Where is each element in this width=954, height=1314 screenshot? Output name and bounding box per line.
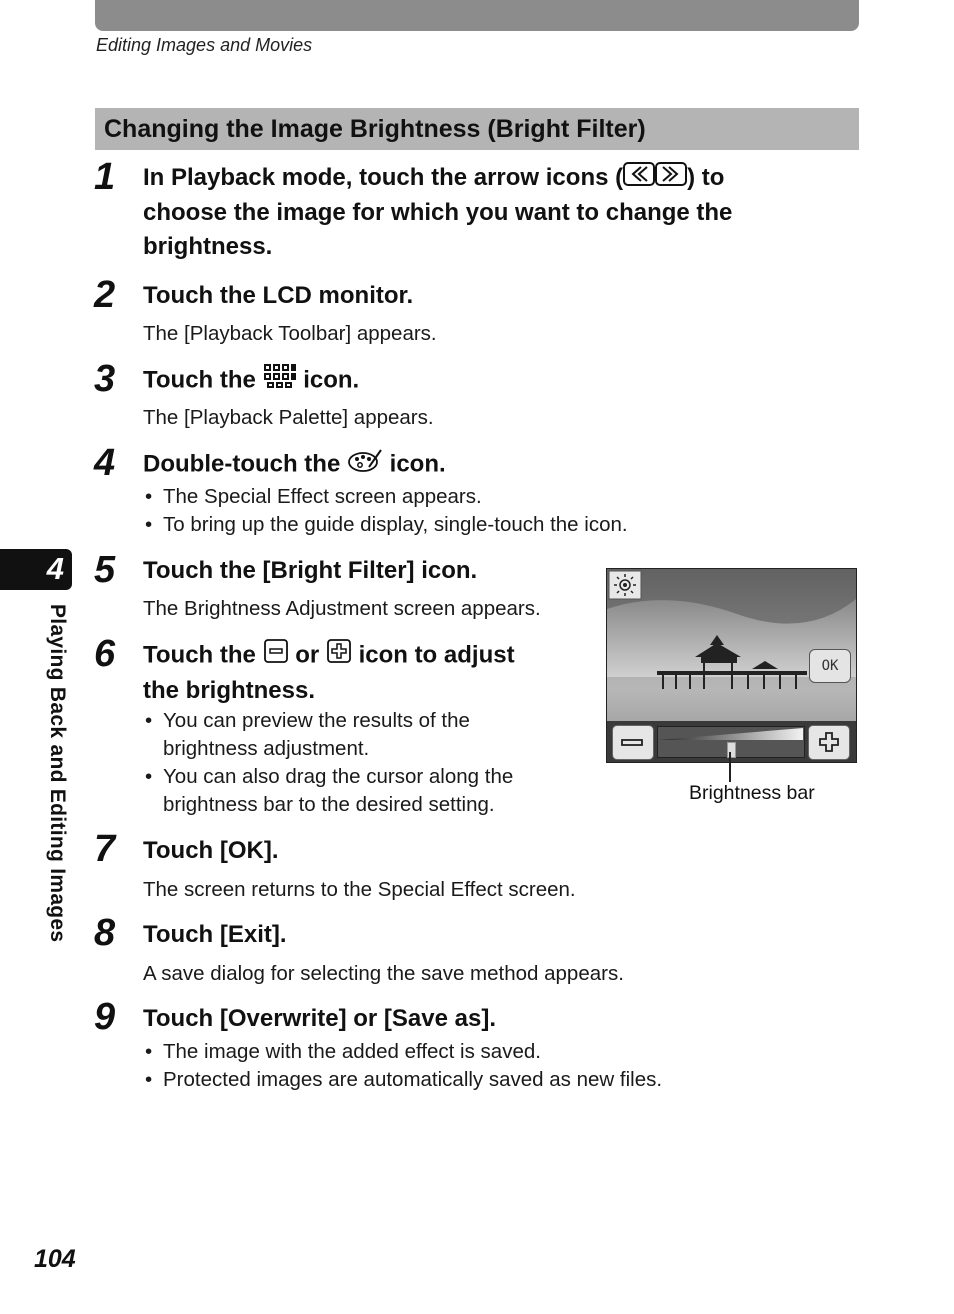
step-3-title-post: icon.	[303, 366, 360, 394]
plus-button-icon	[809, 726, 849, 759]
step-5-number: 5	[94, 549, 116, 591]
step-7-text: The screen returns to the Special Effect screen.	[143, 878, 576, 901]
chapter-tab	[0, 549, 72, 590]
chapter-number: 4	[46, 551, 64, 586]
step-6-bullet-1-line1: You can preview the results of the	[163, 709, 470, 732]
step-3-title-pre: Touch the	[143, 366, 256, 394]
top-bar	[95, 0, 859, 31]
step-6-bullet-2	[145, 763, 513, 819]
step-1-number: 1	[94, 156, 116, 198]
palette-mode-icon	[263, 363, 297, 399]
brightness-bar[interactable]	[657, 726, 805, 758]
step-1-line1a: In Playback mode, touch the arrow icons (	[143, 164, 624, 191]
step-9-bullet-1: • The image with the added effect is saved.	[145, 1038, 541, 1066]
left-arrow-icon	[623, 162, 655, 196]
section-title-text: Changing the Image Brightness (Bright Filter)	[104, 115, 646, 143]
step-7-number: 7	[94, 828, 116, 870]
step-1-line1b: ) to	[687, 164, 725, 191]
step-8-number: 8	[94, 912, 116, 954]
step-8-title: Touch [Exit].	[143, 921, 287, 948]
step-5-title: Touch the [Bright Filter] icon.	[143, 557, 478, 584]
step-6-bullet-1-line2: brightness adjustment.	[163, 737, 370, 760]
ok-button-label: OK	[821, 658, 839, 674]
step-5-text: The Brightness Adjustment screen appears.	[143, 597, 541, 620]
running-header: Editing Images and Movies	[96, 35, 313, 55]
section-title	[95, 108, 859, 150]
step-2-number: 2	[94, 274, 116, 316]
step-2-title: Touch the LCD monitor.	[143, 282, 414, 309]
step-4-title	[143, 447, 446, 483]
step-3-number: 3	[94, 358, 116, 400]
step-9-bullet-2: • Protected images are automatically saved as new files.	[145, 1066, 662, 1094]
step-8-text: A save dialog for selecting the save method appears.	[143, 962, 624, 985]
minus-button[interactable]	[612, 725, 654, 760]
step-1-title	[143, 161, 732, 264]
step-6-bullet-1	[145, 707, 470, 763]
bright-filter-icon	[609, 571, 641, 599]
step-2-text: The [Playback Toolbar] appears.	[143, 322, 437, 345]
brightness-bar-caption: Brightness bar	[689, 782, 815, 804]
minus-icon	[263, 638, 289, 674]
special-effect-icon	[347, 447, 383, 483]
ok-button[interactable]	[809, 649, 851, 683]
step-4-number: 4	[94, 442, 116, 484]
step-6-bullet-2-line2: brightness bar to the desired setting.	[163, 793, 495, 816]
step-7-title: Touch [OK].	[143, 837, 279, 864]
plus-button[interactable]	[808, 725, 850, 760]
step-3-title	[143, 363, 359, 399]
step-6-bullet-2-line1: You can also drag the cursor along the	[163, 765, 514, 788]
brightness-gradient	[659, 728, 803, 740]
minus-button-icon	[613, 726, 653, 759]
step-6-title-post: icon to adjust	[358, 641, 515, 669]
right-arrow-icon	[655, 162, 687, 196]
step-6-title-pre: Touch the	[143, 641, 256, 669]
step-9-number: 9	[94, 996, 116, 1038]
step-6-title-mid: or	[295, 641, 320, 669]
step-1-line3: brightness.	[143, 232, 273, 260]
step-6-title	[143, 638, 515, 708]
chapter-label: Playing Back and Editing Images	[46, 604, 69, 943]
step-4-title-pre: Double-touch the	[143, 450, 341, 478]
step-1-line2: choose the image for which you want to change the	[143, 198, 733, 226]
plus-icon	[326, 638, 352, 674]
step-9-title: Touch [Overwrite] or [Save as].	[143, 1005, 496, 1032]
step-6-title-line2: the brightness.	[143, 677, 316, 704]
brightness-adjustment-screen	[606, 568, 857, 763]
step-4-title-post: icon.	[389, 450, 446, 478]
step-4-bullet-2: • To bring up the guide display, single-touch the icon.	[145, 511, 628, 539]
page-number: 104	[34, 1245, 76, 1273]
caption-leader-line	[729, 752, 731, 782]
step-6-number: 6	[94, 633, 116, 675]
step-4-bullet-1: • The Special Effect screen appears.	[145, 483, 482, 511]
step-3-text: The [Playback Palette] appears.	[143, 406, 434, 429]
